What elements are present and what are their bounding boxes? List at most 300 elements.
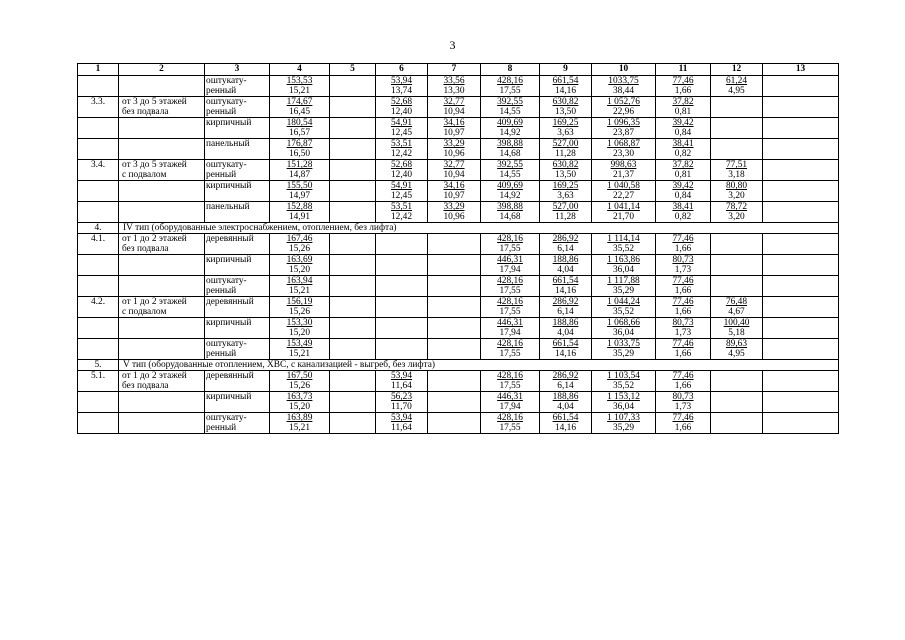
row-number	[78, 255, 119, 276]
tariff-value: 1 114,14	[607, 234, 640, 244]
value-cell	[481, 318, 540, 339]
value-cell	[763, 297, 839, 318]
value-cell	[656, 318, 711, 339]
tariff-value: 286,92	[552, 297, 579, 307]
value-cell	[376, 255, 428, 276]
value-cell	[270, 318, 330, 339]
tariff-value: 661,54	[552, 76, 579, 86]
tariff-value: 53,51	[390, 139, 413, 149]
value-cell	[481, 276, 540, 297]
column-header: 2	[119, 64, 205, 76]
table-row	[78, 97, 839, 118]
norm-value: 4,95	[728, 86, 745, 96]
tariff-value: 53,51	[390, 202, 413, 212]
norm-value: 1,66	[674, 423, 692, 433]
material-cell: деревянный	[205, 234, 270, 255]
value-cell	[540, 392, 592, 413]
norm-value: 17,94	[499, 265, 521, 275]
norm-value: 15,21	[288, 423, 311, 433]
material-cell: деревянный	[205, 297, 270, 318]
page-number: 3	[449, 38, 456, 52]
value-cell	[428, 413, 481, 434]
value-cell	[481, 234, 540, 255]
tariff-value: 163,69	[286, 255, 313, 265]
value-cell	[540, 255, 592, 276]
norm-value: 11,28	[555, 212, 576, 222]
value-cell	[763, 139, 839, 160]
tariff-value: 1 103,54	[607, 371, 640, 381]
value-cell	[270, 76, 330, 97]
norm-value: 16,45	[288, 107, 311, 117]
value-cell	[711, 139, 763, 160]
tariff-value: 409,69	[497, 118, 523, 128]
tariff-value: 163,94	[286, 276, 313, 286]
tariff-value: 56,23	[390, 392, 413, 402]
tariff-value: 398,88	[497, 202, 523, 212]
value-cell	[270, 255, 330, 276]
norm-value: 1,66	[674, 349, 692, 359]
tariff-value: 80,73	[672, 318, 694, 328]
value-cell	[481, 97, 540, 118]
floors-cell: от 3 до 5 этажей без подвала	[119, 97, 205, 118]
tariff-value: 80,80	[725, 181, 748, 191]
floors-cell: от 1 до 2 этажей с подвалом	[119, 297, 205, 318]
value-cell	[376, 392, 428, 413]
norm-value: 6,14	[557, 244, 574, 254]
value-cell	[592, 76, 656, 97]
value-cell	[330, 276, 376, 297]
tariff-value: 77,46	[672, 413, 694, 423]
tariff-value: 176,87	[286, 139, 313, 149]
tariff-value: 1 041,14	[607, 202, 640, 212]
norm-value: 10,96	[443, 149, 465, 159]
tariff-value: 34,16	[443, 181, 465, 191]
norm-value: 14,92	[499, 128, 521, 138]
value-cell	[711, 413, 763, 434]
norm-value: 0,84	[674, 191, 692, 201]
tariff-value: 428,16	[497, 371, 523, 381]
table-row	[78, 234, 839, 255]
floors-cell	[119, 181, 205, 202]
value-cell	[481, 202, 540, 223]
norm-value: 14,55	[499, 170, 521, 180]
tariff-value: 188,86	[552, 392, 579, 402]
tariff-value: 89,63	[725, 339, 748, 349]
tariff-value: 153,49	[286, 339, 313, 349]
tariff-value: 33,56	[443, 76, 465, 86]
value-cell	[592, 276, 656, 297]
value-cell	[656, 413, 711, 434]
tariff-value: 180,54	[286, 118, 313, 128]
floors-cell	[119, 392, 205, 413]
value-cell	[270, 139, 330, 160]
value-cell	[376, 276, 428, 297]
material-cell: деревянный	[205, 371, 270, 392]
table-row	[78, 339, 839, 360]
tariff-value: 156,19	[286, 297, 313, 307]
row-number	[78, 392, 119, 413]
norm-value: 15,26	[288, 307, 311, 317]
tariff-value: 527,00	[552, 202, 579, 212]
tariff-value: 38,41	[672, 202, 694, 212]
value-cell	[428, 371, 481, 392]
tariff-value: 1 163,86	[607, 255, 640, 265]
row-number	[78, 181, 119, 202]
norm-value: 11,64	[391, 381, 412, 391]
norm-value: 0,81	[674, 107, 692, 117]
norm-value: 17,55	[499, 349, 521, 359]
floors-cell: от 1 до 2 этажей без подвала	[119, 234, 205, 255]
norm-value: 15,26	[288, 381, 311, 391]
tariff-value: 428,16	[497, 76, 523, 86]
tariff-value: 428,16	[497, 234, 523, 244]
value-cell	[376, 118, 428, 139]
tariff-value: 34,16	[443, 118, 465, 128]
tariff-value: 80,73	[672, 255, 694, 265]
value-cell	[592, 297, 656, 318]
tariff-value: 446,31	[497, 392, 523, 402]
norm-value: 12,42	[390, 149, 413, 159]
tariff-value: 630,82	[552, 160, 579, 170]
norm-value: 1,73	[674, 265, 692, 275]
tariff-value: 61,24	[725, 76, 748, 86]
norm-value: 1,73	[674, 402, 692, 412]
norm-value: 15,26	[288, 244, 311, 254]
floors-cell	[119, 339, 205, 360]
value-cell	[711, 202, 763, 223]
value-cell	[592, 97, 656, 118]
column-header: 9	[540, 64, 592, 76]
value-cell	[330, 339, 376, 360]
value-cell	[270, 392, 330, 413]
tariff-value: 77,46	[672, 276, 694, 286]
tariff-value: 392,55	[497, 160, 523, 170]
value-cell	[376, 97, 428, 118]
norm-value: 12,42	[390, 212, 413, 222]
tariff-value: 1 068,87	[607, 139, 640, 149]
floors-cell	[119, 118, 205, 139]
norm-value: 14,68	[499, 149, 521, 159]
tariff-value: 1 153,12	[607, 392, 640, 402]
row-number	[78, 276, 119, 297]
value-cell	[376, 202, 428, 223]
value-cell	[428, 139, 481, 160]
tariff-value: 1 117,88	[607, 276, 640, 286]
norm-value: 4,95	[728, 349, 745, 359]
norm-value: 3,18	[728, 170, 745, 180]
value-cell	[656, 118, 711, 139]
value-cell	[711, 97, 763, 118]
tariff-value: 77,46	[672, 76, 694, 86]
row-number	[78, 339, 119, 360]
value-cell	[656, 297, 711, 318]
value-cell	[711, 339, 763, 360]
material-cell: панельный	[205, 202, 270, 223]
tariff-value: 76,48	[725, 297, 748, 307]
norm-value: 36,04	[612, 402, 635, 412]
table-row	[78, 202, 839, 223]
value-cell	[592, 255, 656, 276]
value-cell	[270, 118, 330, 139]
column-header: 12	[711, 64, 763, 76]
value-cell	[763, 160, 839, 181]
floors-cell: от 3 до 5 этажей с подвалом	[119, 160, 205, 181]
value-cell	[376, 339, 428, 360]
norm-value: 10,97	[443, 191, 465, 201]
tariff-value: 1 052,76	[607, 97, 640, 107]
value-cell	[540, 97, 592, 118]
value-cell	[481, 160, 540, 181]
value-cell	[656, 276, 711, 297]
material-cell: оштукату- ренный	[205, 97, 270, 118]
norm-value: 23,87	[612, 128, 635, 138]
value-cell	[656, 160, 711, 181]
value-cell	[763, 255, 839, 276]
norm-value: 15,21	[288, 286, 311, 296]
material-cell: оштукату- ренный	[205, 413, 270, 434]
value-cell	[592, 118, 656, 139]
tariff-value: 286,92	[552, 234, 579, 244]
material-cell: кирпичный	[205, 118, 270, 139]
row-number: 5.1.	[78, 371, 119, 392]
value-cell	[540, 202, 592, 223]
material-cell: оштукату- ренный	[205, 160, 270, 181]
norm-value: 10,94	[443, 170, 465, 180]
value-cell	[592, 202, 656, 223]
table-row	[78, 118, 839, 139]
value-cell	[540, 318, 592, 339]
tariff-value: 54,91	[390, 181, 413, 191]
norm-value: 0,84	[674, 128, 692, 138]
value-cell	[711, 76, 763, 97]
norm-value: 35,29	[612, 423, 635, 433]
value-cell	[711, 276, 763, 297]
tariff-table	[77, 63, 839, 434]
tariff-value: 152,88	[286, 202, 313, 212]
value-cell	[481, 392, 540, 413]
norm-value: 11,70	[391, 402, 412, 412]
value-cell	[330, 160, 376, 181]
value-cell	[540, 118, 592, 139]
norm-value: 17,55	[499, 86, 521, 96]
value-cell	[711, 297, 763, 318]
norm-value: 17,94	[499, 328, 521, 338]
table-row	[78, 255, 839, 276]
value-cell	[592, 413, 656, 434]
value-cell	[540, 181, 592, 202]
tariff-value: 1 068,66	[607, 318, 640, 328]
tariff-value: 80,73	[672, 392, 694, 402]
value-cell	[656, 234, 711, 255]
value-cell	[428, 118, 481, 139]
tariff-value: 153,30	[286, 318, 313, 328]
tariff-value: 37,82	[672, 160, 694, 170]
tariff-value: 446,31	[497, 255, 523, 265]
tariff-value: 78,72	[725, 202, 748, 212]
value-cell	[592, 160, 656, 181]
row-number: 4.2.	[78, 297, 119, 318]
row-number: 3.3.	[78, 97, 119, 118]
norm-value: 10,94	[443, 107, 465, 117]
norm-value: 1,66	[674, 307, 692, 317]
column-header: 8	[481, 64, 540, 76]
table-row	[78, 392, 839, 413]
value-cell	[376, 371, 428, 392]
tariff-value: 188,86	[552, 318, 579, 328]
tariff-value: 630,82	[552, 97, 579, 107]
norm-value: 23,30	[612, 149, 635, 159]
value-cell	[330, 392, 376, 413]
value-cell	[711, 392, 763, 413]
floors-cell	[119, 202, 205, 223]
norm-value: 15,20	[288, 402, 311, 412]
tariff-value: 33,29	[443, 139, 465, 149]
norm-value: 12,45	[390, 128, 413, 138]
norm-value: 13,50	[554, 107, 577, 117]
tariff-value: 1033,75	[608, 76, 639, 86]
value-cell	[711, 255, 763, 276]
value-cell	[540, 234, 592, 255]
value-cell	[428, 392, 481, 413]
value-cell	[711, 371, 763, 392]
floors-cell: от 1 до 2 этажей без подвала	[119, 371, 205, 392]
norm-value: 35,29	[612, 286, 635, 296]
value-cell	[330, 371, 376, 392]
tariff-value: 167,50	[286, 371, 313, 381]
value-cell	[763, 392, 839, 413]
tariff-value: 169,25	[552, 118, 579, 128]
norm-value: 1,66	[674, 86, 692, 96]
tariff-value: 169,25	[552, 181, 579, 191]
tariff-value: 151,28	[286, 160, 313, 170]
value-cell	[540, 297, 592, 318]
row-number: 3.4.	[78, 160, 119, 181]
value-cell	[330, 413, 376, 434]
norm-value: 21,37	[612, 170, 635, 180]
value-cell	[428, 202, 481, 223]
value-cell	[428, 160, 481, 181]
value-cell	[330, 76, 376, 97]
value-cell	[428, 234, 481, 255]
material-cell: кирпичный	[205, 181, 270, 202]
value-cell	[763, 234, 839, 255]
value-cell	[481, 118, 540, 139]
floors-cell	[119, 139, 205, 160]
tariff-value: 1 044,24	[607, 297, 640, 307]
tariff-value: 39,42	[672, 118, 694, 128]
tariff-value: 428,16	[497, 339, 523, 349]
norm-value: 21,70	[612, 212, 635, 222]
value-cell	[428, 255, 481, 276]
tariff-value: 527,00	[552, 139, 579, 149]
table-row	[78, 76, 839, 97]
tariff-value: 77,51	[725, 160, 748, 170]
value-cell	[656, 339, 711, 360]
column-header: 3	[205, 64, 270, 76]
value-cell	[270, 234, 330, 255]
value-cell	[763, 318, 839, 339]
value-cell	[330, 97, 376, 118]
tariff-value: 52,68	[390, 160, 413, 170]
tariff-value: 661,54	[552, 339, 579, 349]
norm-value: 17,55	[499, 244, 521, 254]
column-header: 4	[270, 64, 330, 76]
column-header: 13	[763, 64, 839, 76]
floors-cell	[119, 318, 205, 339]
value-cell	[656, 181, 711, 202]
norm-value: 14,92	[499, 191, 521, 201]
section-number: 4.	[78, 223, 119, 234]
norm-value: 3,20	[728, 191, 745, 201]
norm-value: 10,97	[443, 128, 465, 138]
value-cell	[428, 76, 481, 97]
value-cell	[656, 139, 711, 160]
norm-value: 36,04	[612, 328, 635, 338]
value-cell	[428, 181, 481, 202]
material-cell: панельный	[205, 139, 270, 160]
value-cell	[711, 160, 763, 181]
floors-cell	[119, 76, 205, 97]
norm-value: 11,28	[555, 149, 576, 159]
tariff-value: 77,46	[672, 339, 694, 349]
tariff-value: 77,46	[672, 234, 694, 244]
table-row	[78, 297, 839, 318]
value-cell	[376, 160, 428, 181]
value-cell	[330, 181, 376, 202]
norm-value: 4,04	[557, 328, 574, 338]
value-cell	[428, 97, 481, 118]
norm-value: 0,82	[674, 212, 692, 222]
value-cell	[592, 339, 656, 360]
table-row	[78, 318, 839, 339]
header-row	[78, 64, 839, 76]
tariff-value: 398,88	[497, 139, 523, 149]
section-row	[78, 223, 839, 234]
value-cell	[592, 392, 656, 413]
value-cell	[763, 118, 839, 139]
row-number: 4.1.	[78, 234, 119, 255]
material-cell: кирпичный	[205, 392, 270, 413]
column-header: 10	[592, 64, 656, 76]
row-number	[78, 318, 119, 339]
tariff-value: 174,67	[286, 97, 313, 107]
norm-value: 14,16	[554, 423, 577, 433]
norm-value: 14,55	[499, 107, 521, 117]
tariff-value: 428,16	[497, 276, 523, 286]
value-cell	[270, 97, 330, 118]
value-cell	[428, 318, 481, 339]
value-cell	[711, 181, 763, 202]
tariff-value: 1 096,35	[607, 118, 640, 128]
value-cell	[330, 202, 376, 223]
value-cell	[592, 234, 656, 255]
table-body	[78, 64, 839, 434]
value-cell	[481, 76, 540, 97]
value-cell	[481, 339, 540, 360]
value-cell	[481, 371, 540, 392]
row-number	[78, 202, 119, 223]
tariff-value: 53,94	[390, 413, 413, 423]
material-cell: кирпичный	[205, 318, 270, 339]
column-header: 11	[656, 64, 711, 76]
norm-value: 14,91	[288, 212, 311, 222]
tariff-value: 32,77	[443, 160, 465, 170]
norm-value: 4,04	[557, 402, 574, 412]
value-cell	[330, 318, 376, 339]
column-header: 1	[78, 64, 119, 76]
tariff-value: 392,55	[497, 97, 523, 107]
tariff-value: 155,50	[286, 181, 313, 191]
